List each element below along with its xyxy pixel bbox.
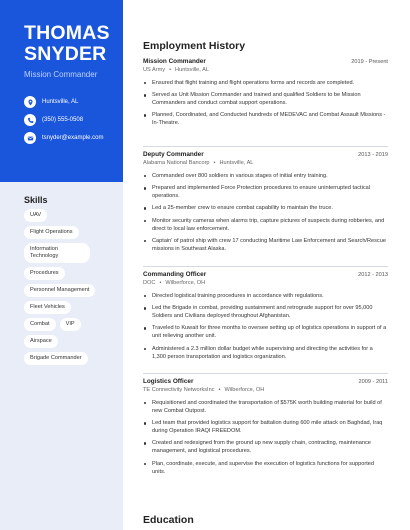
job-bullet: Created and redesigned from the ground up new supply chain, contracting, maintenance management, and logistical procedures.	[143, 439, 388, 455]
job-bullet: Directed logistical training procedures in accordance with regulations.	[143, 292, 388, 300]
divider	[143, 146, 388, 147]
skill-tag: Personnel Management	[24, 284, 95, 297]
job-location: Wilberforce, OH	[165, 280, 206, 286]
job-entry	[143, 378, 388, 480]
job-location: Huntsville, AL	[219, 160, 254, 166]
job-bullet: Administered a 2.3 million dollar budget while supervising and directing the activities for a 1,300 person transportation and logistics organization.	[143, 345, 388, 361]
phone-icon	[24, 114, 36, 126]
education-heading: Education	[143, 514, 194, 526]
job-bullet: Led the Brigade in combat, providing sustainment and retrograde support for over 95,000 Soldiers and Civilians deployed throughout Afghanistan.	[143, 304, 388, 320]
profile-header	[0, 0, 123, 182]
job-org: DOC	[143, 280, 156, 286]
job-org-line	[143, 160, 388, 166]
job-bullet: Ensured that flight training and flight operations forms and records are completed.	[143, 79, 388, 87]
skill-row	[24, 318, 120, 335]
skill-tag: Procedures	[24, 267, 65, 280]
skill-tag: VIP	[60, 318, 81, 331]
job-bullet: Planned, Coordinated, and Conducted hundreds of MEDEVAC and Combat Assault Missions - In-Theatre.	[143, 111, 388, 127]
job-bullet: Led team that provided logistics support for battalion during 600 mile attack on Baghdad, Iraq during Operation IRAQI FREEDOM.	[143, 419, 388, 435]
job-location: Huntsville, AL	[175, 67, 209, 73]
separator-dot: •	[169, 67, 172, 73]
job-bullets	[143, 79, 388, 127]
job-dates: 2013 - 2019	[358, 152, 388, 158]
job-title: Mission Commander	[143, 58, 206, 65]
job-bullet: Monitor security cameras when alarms trip, capture pictures of suspects during robberies, and direct to local law enforcement.	[143, 217, 388, 233]
job-dates: 2009 - 2011	[358, 379, 388, 385]
contact-phone-text: (350) 555-0508	[42, 117, 84, 123]
skill-tag: Flight Operations	[24, 226, 79, 239]
job-org: Alabama National Bancorp	[143, 160, 210, 166]
job-bullet: Captain' of patrol ship with crew 17 conducting Maritime Law Enforcement and Search/Rescue missions in Southeast Alaska.	[143, 237, 388, 253]
contact-phone[interactable]	[24, 113, 120, 127]
job-bullet: Served as Unit Mission Commander and trained and qualified Soldiers to be Mission Commanders and conduct combat support operations.	[143, 91, 388, 107]
job-org: US Army	[143, 67, 166, 73]
job-bullet: Requisitioned and coordinated the transportation of $575K worth building material for build of new Combat Outpost.	[143, 399, 388, 415]
separator-dot: •	[218, 387, 221, 393]
job-org: TE Connectivity NetworksInc	[143, 387, 215, 393]
email-icon	[24, 132, 36, 144]
skills-heading: Skills	[24, 195, 48, 205]
divider	[143, 266, 388, 267]
job-bullets	[143, 292, 388, 361]
job-title: Deputy Commander	[143, 151, 204, 158]
contact-email-text: tsnyder@example.com	[42, 135, 104, 141]
job-bullets	[143, 172, 388, 253]
employment-heading: Employment History	[143, 40, 246, 52]
contact-location-text: Huntsville, AL	[42, 99, 79, 105]
job-location: Wilberforce, OH	[224, 387, 265, 393]
job-bullet: Plan, coordinate, execute, and supervise the execution of logistics functions for supported units.	[143, 460, 388, 476]
location-pin-icon	[24, 96, 36, 108]
job-title: Commanding Officer	[143, 271, 207, 278]
job-bullet: Led a 25-member crew to ensure combat capability to maintain the truce.	[143, 204, 388, 212]
profile-name	[24, 23, 110, 65]
job-bullet: Traveled to Kuwait for three months to oversee setting up of logistics operations in support of a unit relieving another unit.	[143, 324, 388, 340]
contact-email[interactable]	[24, 131, 120, 145]
job-org-line	[143, 67, 388, 73]
job-title: Logistics Officer	[143, 378, 194, 385]
job-entry	[143, 271, 388, 365]
skill-tag: Airspace	[24, 335, 58, 348]
separator-dot: •	[213, 160, 216, 166]
skill-tag: Combat	[24, 318, 56, 331]
profile-role: Mission Commander	[24, 70, 98, 79]
job-bullet: Commanded over 800 soldiers in various stages of initial entry training.	[143, 172, 388, 180]
job-bullets	[143, 399, 388, 476]
skills-list	[24, 209, 120, 369]
last-name: SNYDER	[24, 43, 107, 65]
skill-tag: Information Technology	[24, 243, 90, 263]
skill-tag: UAV	[24, 209, 47, 222]
separator-dot: •	[159, 280, 162, 286]
skill-tag: Fleet Vehicles	[24, 301, 71, 314]
job-bullet: Prepared and implemented Force Protection procedures to ensure uninterrupted tactical operations.	[143, 184, 388, 200]
skill-tag: Brigade Commander	[24, 352, 88, 365]
job-entry	[143, 58, 388, 132]
job-org-line	[143, 280, 388, 286]
divider	[143, 373, 388, 374]
job-dates: 2012 - 2013	[358, 272, 388, 278]
job-dates: 2019 - Present	[351, 59, 388, 65]
contact-location	[24, 95, 120, 109]
job-entry	[143, 151, 388, 257]
first-name: THOMAS	[24, 22, 110, 44]
job-org-line	[143, 387, 388, 393]
